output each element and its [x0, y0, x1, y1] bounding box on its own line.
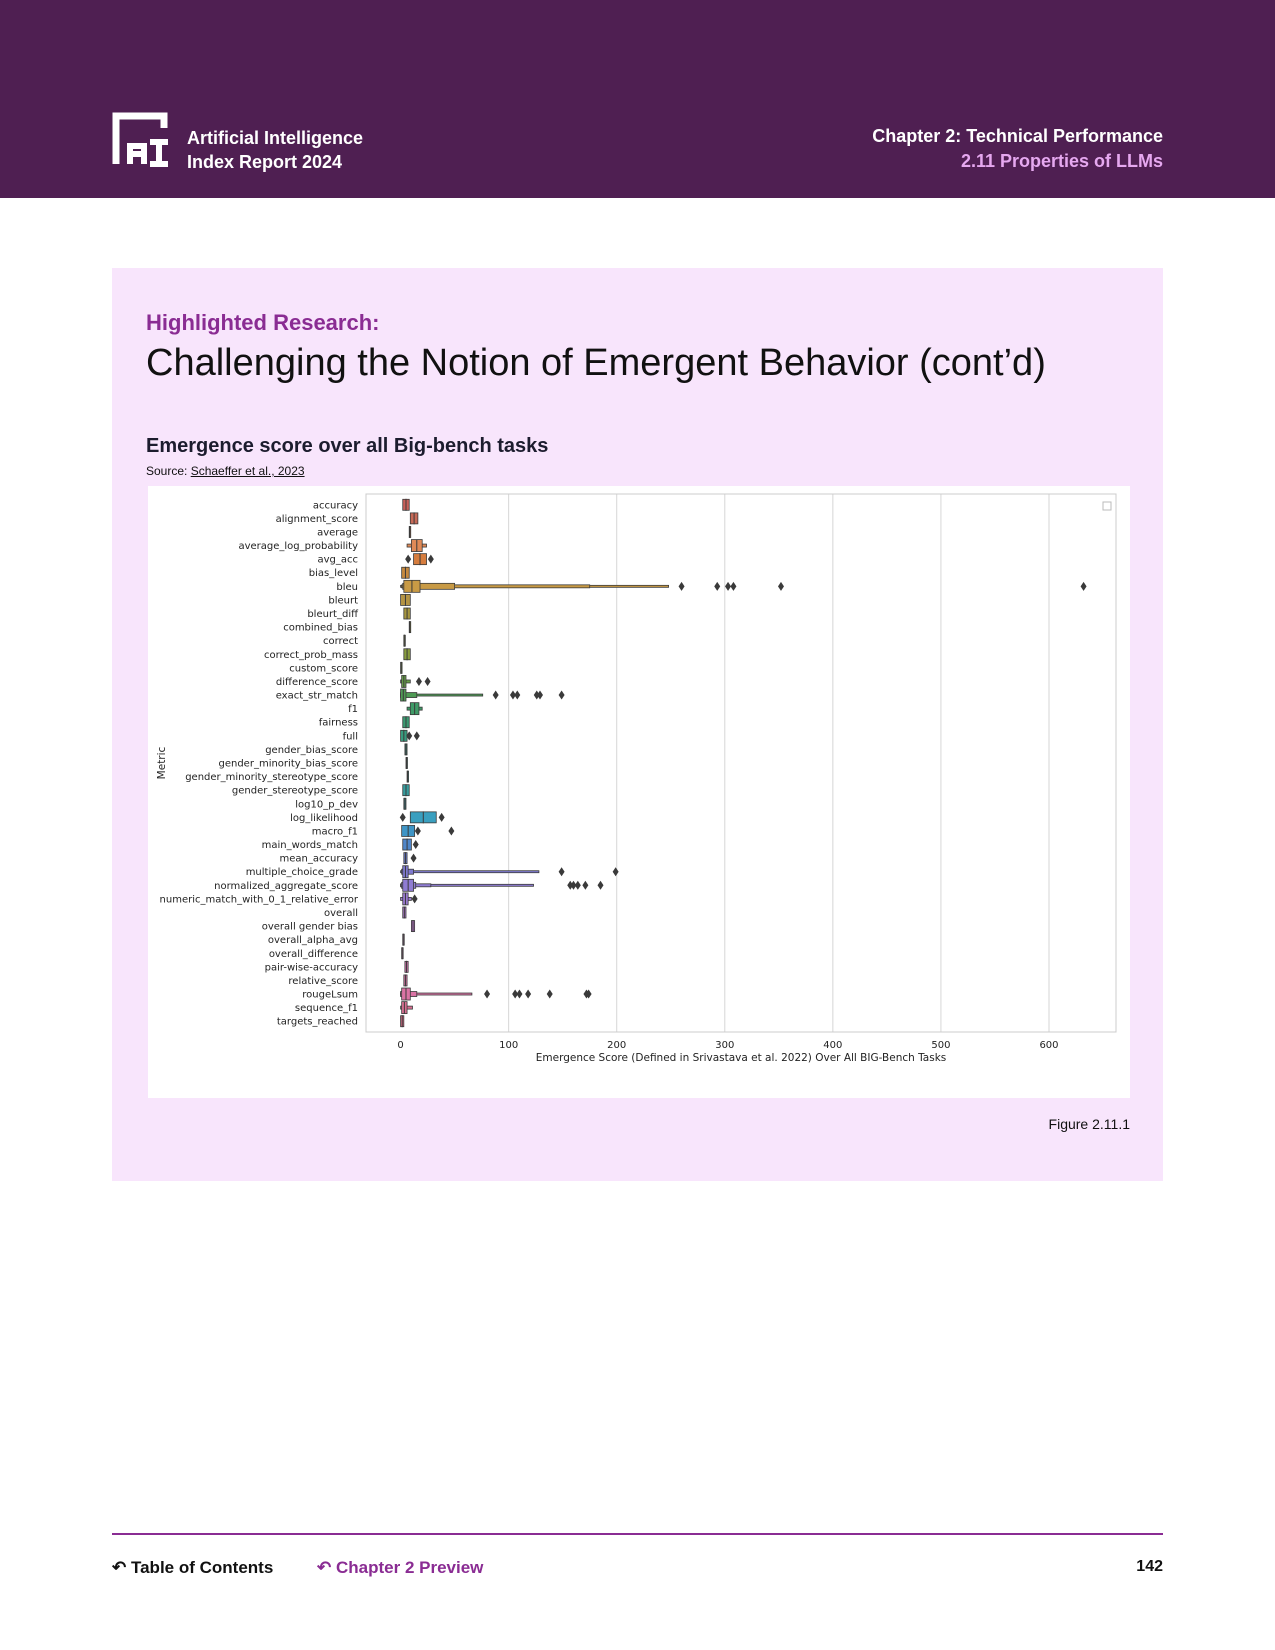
y-tick-label: average_log_probability [238, 541, 358, 553]
outlier-point [598, 881, 604, 890]
source-label: Source: [146, 464, 191, 478]
boxen-chart [148, 486, 1130, 1098]
y-tick-label: combined_bias [283, 622, 358, 634]
y-tick-label: gender_stereotype_score [231, 785, 358, 797]
y-tick-label: f1 [348, 704, 358, 716]
y-tick-label: bleurt [328, 595, 358, 607]
y-tick-label: average [317, 527, 358, 539]
x-tick-label: 100 [499, 1040, 519, 1051]
plot-frame [366, 494, 1116, 1032]
report-name [187, 126, 363, 174]
report-name-line2: Index Report 2024 [187, 152, 343, 172]
y-tick-label: bias_level [308, 568, 358, 580]
y-tick-label: overall_alpha_avg [267, 935, 358, 947]
ai-index-logo [112, 112, 170, 168]
y-tick-label: gender_minority_stereotype_score [185, 772, 358, 784]
y-tick-label: targets_reached [276, 1016, 358, 1028]
report-name-line1: Artificial Intelligence [187, 128, 364, 148]
outlier-point [428, 555, 434, 564]
y-tick-label: log10_p_dev [295, 799, 358, 811]
x-axis-label: Emergence Score (Defined in Srivastava et al. 2022) Over All BIG-Bench Tasks [535, 1052, 947, 1064]
y-tick-label: gender_bias_score [265, 744, 358, 756]
source-link[interactable]: Schaeffer et al., 2023 [190, 464, 305, 478]
x-tick-label: 600 [1039, 1040, 1059, 1051]
y-axis-label: Metric [156, 746, 168, 780]
y-tick-label: bleu [336, 581, 358, 593]
y-tick-label: difference_score [275, 676, 358, 688]
outlier-point [439, 813, 445, 822]
outlier-point [559, 867, 565, 876]
y-tick-label: exact_str_match [275, 690, 358, 702]
outlier-point [1081, 582, 1087, 591]
chapter-heading [872, 124, 1163, 174]
outlier-point [413, 840, 419, 849]
outlier-point [416, 677, 422, 686]
y-tick-label: overall_difference [268, 948, 358, 960]
table-of-contents-link[interactable] [112, 1558, 273, 1578]
outlier-point [411, 854, 417, 863]
outlier-point [613, 867, 619, 876]
y-tick-label: fairness [318, 717, 358, 729]
x-tick-label: 500 [931, 1040, 951, 1051]
y-tick-label: numeric_match_with_0_1_relative_error [159, 894, 358, 906]
y-tick-label: accuracy [312, 500, 358, 512]
outlier-point [414, 731, 420, 740]
outlier-point [405, 555, 411, 564]
empty-legend [1103, 502, 1111, 510]
outlier-point [525, 990, 531, 999]
toc-label: Table of Contents [130, 1558, 274, 1577]
y-tick-label: relative_score [288, 975, 358, 987]
y-tick-label: overall [324, 907, 358, 919]
outlier-point [778, 582, 784, 591]
chapter-section: 2.11 Properties of LLMs [960, 151, 1163, 171]
chart-title: Emergence score over all Big-bench tasks [146, 435, 549, 457]
y-tick-label: avg_acc [317, 554, 358, 566]
chapter-preview-link[interactable] [317, 1558, 483, 1578]
highlight-panel [112, 268, 1163, 1181]
y-tick-label: correct_prob_mass [263, 649, 358, 661]
page-title: Challenging the Notion of Emergent Behavior (cont’d) [146, 342, 1046, 384]
page-number: 142 [1136, 1558, 1163, 1575]
x-tick-label: 300 [715, 1040, 735, 1051]
footer-divider [112, 1533, 1163, 1535]
outlier-point [679, 582, 685, 591]
chapter-title: Chapter 2: Technical Performance [872, 126, 1163, 146]
y-tick-label: alignment_score [275, 513, 358, 525]
y-tick-label: mean_accuracy [279, 853, 358, 865]
x-tick-label: 0 [397, 1040, 404, 1051]
y-tick-label: rougeLsum [302, 989, 358, 1001]
y-tick-label: multiple_choice_grade [245, 867, 358, 879]
outlier-point [730, 582, 736, 591]
outlier-point [484, 990, 490, 999]
y-tick-label: custom_score [289, 663, 358, 675]
outlier-point [425, 677, 431, 686]
outlier-point [582, 881, 588, 890]
outlier-point [725, 582, 731, 591]
outlier-point [547, 990, 553, 999]
return-arrow-icon: ↶ [317, 1558, 332, 1577]
outlier-point [448, 826, 454, 835]
page-header [0, 0, 1275, 198]
figure-label: Figure 2.11.1 [1048, 1116, 1130, 1132]
y-tick-label: gender_minority_bias_score [218, 758, 358, 770]
y-tick-label: overall gender bias [261, 921, 358, 933]
y-tick-label: macro_f1 [311, 826, 358, 838]
outlier-point [493, 691, 499, 700]
y-tick-label: main_words_match [261, 840, 358, 852]
y-tick-label: full [342, 731, 358, 743]
y-tick-label: normalized_aggregate_score [214, 880, 358, 892]
outlier-point [575, 881, 581, 890]
outlier-point [559, 691, 565, 700]
y-tick-label: log_likelihood [290, 812, 358, 824]
chart-source [146, 464, 305, 478]
x-tick-label: 400 [823, 1040, 843, 1051]
outlier-point [412, 894, 418, 903]
x-tick-label: 200 [607, 1040, 627, 1051]
outlier-point [415, 826, 421, 835]
outlier-point [714, 582, 720, 591]
y-tick-label: pair-wise-accuracy [264, 962, 358, 974]
outlier-point [514, 691, 520, 700]
y-tick-label: correct [322, 636, 358, 648]
outlier-point [400, 813, 406, 822]
chart-container [148, 486, 1130, 1098]
y-tick-label: sequence_f1 [294, 1003, 358, 1015]
outlier-point [537, 691, 543, 700]
box-segment [401, 871, 539, 873]
highlight-label: Highlighted Research: [146, 310, 380, 335]
outlier-point [516, 990, 522, 999]
chapter-preview-label: Chapter 2 Preview [335, 1558, 484, 1577]
return-arrow-icon: ↶ [112, 1558, 127, 1577]
y-tick-label: bleurt_diff [307, 609, 358, 621]
